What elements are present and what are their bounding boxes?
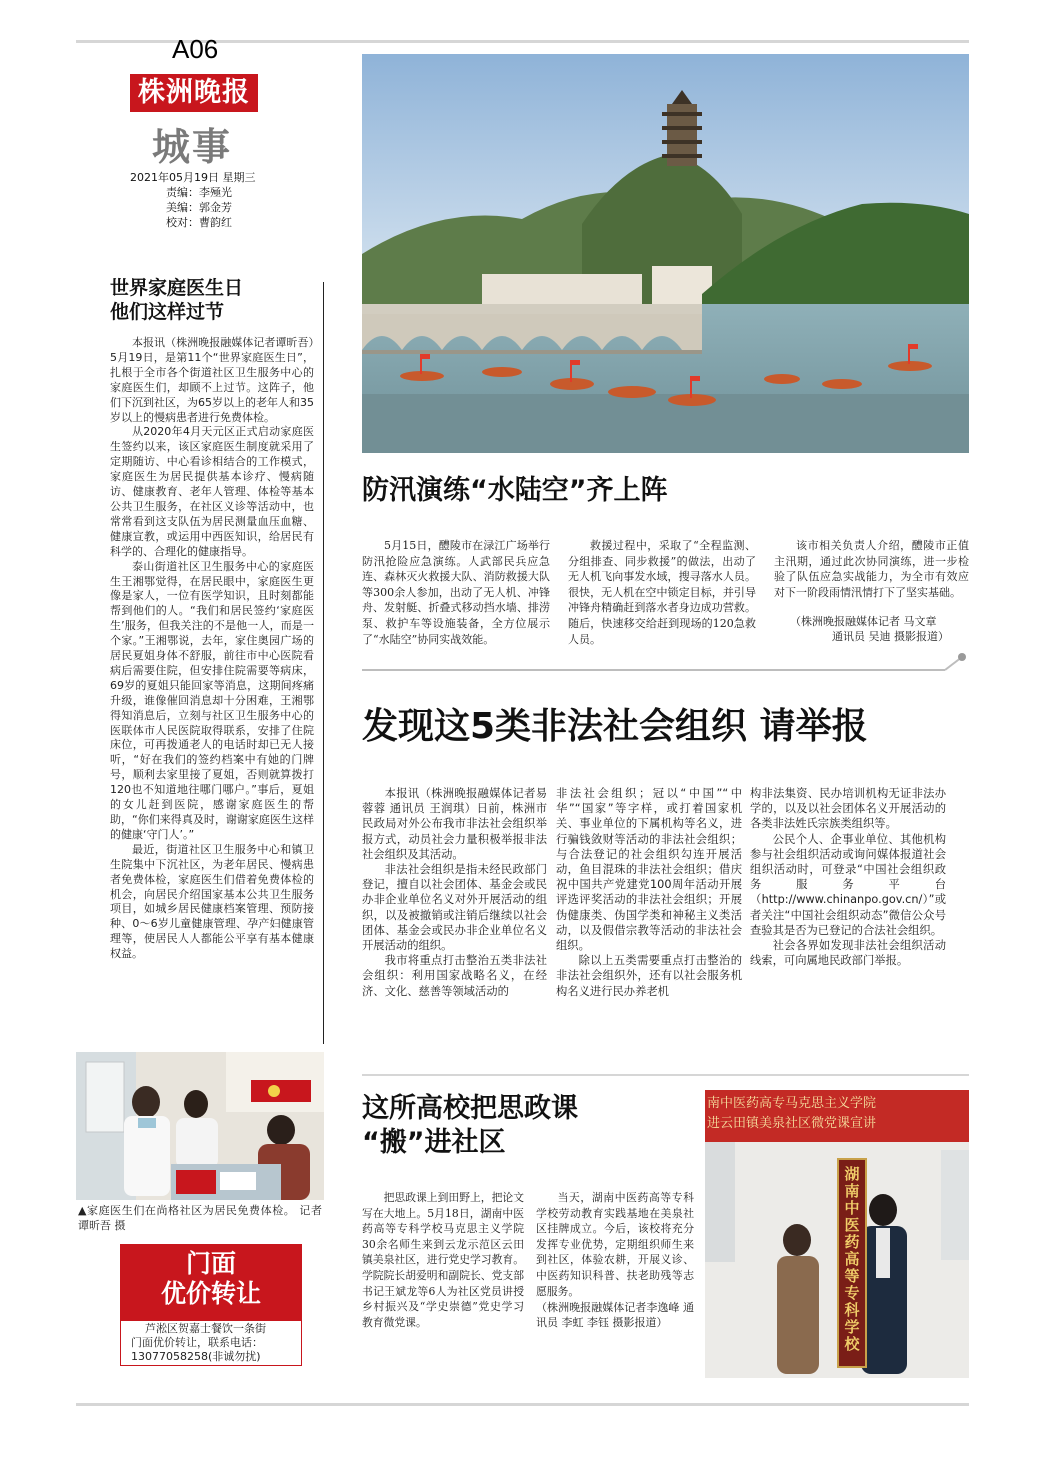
article3-bottom-rule xyxy=(362,1074,969,1076)
article1-headline-line1: 世界家庭医生日 xyxy=(110,277,244,299)
photo-banner-line2: 进云田镇美泉社区微党课宣讲 xyxy=(707,1116,877,1131)
article3-col3-paragraph: 公民个人、企事业单位、其他机构参与社会组织活动或询问媒体报道社会组织活动时，可登录“中国社会组织政务服务平台（http://www.chinanpo.gov.cn/）”或者关注“中国社会组织动态”微信公众号查验其是否为已登记的合法社会组织。 xyxy=(750,832,946,937)
article4-byline: （株洲晚报融媒体记者李逸峰 通讯员 李虹 李钰 摄影报道） xyxy=(536,1301,694,1329)
article4-headline-line1: 这所高校把思政课 xyxy=(362,1093,578,1124)
article2-byline-line1: （株洲晚报融媒体记者 马文章 xyxy=(790,615,937,628)
article1-paragraph: 本报讯（株洲晚报融媒体记者谭昕吾）5月19日，是第11个“世界家庭医生日”，扎根于全市各个街道社区卫生服务中心的家庭医生们，却顾不上过节。这阵子，他们下沉到社区，为65岁以上的老年人和35岁以上的慢病患者进行免费体检。 xyxy=(110,336,314,424)
ad-text-line1: 芦淞区贺嘉士餐饮一条街 xyxy=(145,1322,266,1335)
article3-col1-paragraph: 我市将重点打击整治五类非法社会组织：利用国家战略名义，在经济、文化、慈善等领域活动的 xyxy=(362,954,547,998)
masthead-logo: 株洲晚报 xyxy=(130,74,258,112)
ad-title xyxy=(121,1245,301,1321)
section-title: 城事 xyxy=(152,124,233,169)
article4-col2-text: 当天，湖南中医药高等专科学校劳动教育实践基地在美泉社区挂牌成立。今后，该校将充分发挥专业优势，定期组织师生来到社区，体验农耕，开展义诊、中医药知识科普、扶老助残等志愿服务。 xyxy=(536,1191,694,1298)
article2-headline: 防汛演练“水陆空”齐上阵 xyxy=(362,475,668,506)
article2-col3-text: 该市相关负责人介绍，醴陵市正值主汛期，通过此次协同演练，进一步检验了队伍应急实战能力，为全市有效应对下一阶段雨情汛情打下了坚实基础。 xyxy=(774,539,969,599)
ad-phone: 13077058258(非诚勿扰) xyxy=(131,1350,261,1363)
ad-box xyxy=(120,1244,302,1366)
article1-paragraph: 最近，街道社区卫生服务中心和镇卫生院集中下沉社区，为老年居民、慢病患者免费体检，家庭医生们借着免费体检的机会，向居民介绍国家基本公共卫生服务项目，如城乡居民健康档案管理、预防接种、0～6岁儿童健康管理、孕产妇健康管理等，使居民人人都能公平享有基本健康权益。 xyxy=(110,842,314,961)
article4-headline-line2: “搬”进社区 xyxy=(362,1127,506,1158)
article1-column-rule xyxy=(323,282,324,1044)
ad-title-line2: 优价转让 xyxy=(160,1279,261,1308)
article3-headline: 发现这5类非法社会组织 请举报 xyxy=(362,706,868,747)
article3-col3 xyxy=(750,786,946,968)
article1-headline xyxy=(110,276,243,324)
article2-byline xyxy=(790,614,970,644)
article3-col3-paragraph: 社会各界如发现非法社会组织活动线索，可向属地民政部门举报。 xyxy=(750,939,946,968)
article2-byline-line2: 通讯员 吴迪 摄影报道） xyxy=(832,630,949,643)
article1-paragraph: 泰山街道社区卫生服务中心的家庭医生王湘鄂觉得，在居民眼中，家庭医生更像是家人，一位有医学知识，且时刻都能帮到他们的人。“我们和居民签约‘家庭医生’服务，但我关注的不是他一人，而是一个家。”王湘鄂说，去年，家住奥园广场的居民夏姐身体不舒服，前往市中心医院看病后需要住院，但安排住院需要等病床，69岁的夏姐只能回家等消息，这期间疼痛升级，谁像催回消息却十分困难，王湘鄂得知消息后，立刻与社区卫生服务中心的医联体市人民医院取得联系，安排了住院床位，可再拨通老人的电话时却已无人接听，“好在我们的签约档案中有她的门牌号，顺利去家里接了夏姐，否则就算拨打120也不知道地往哪门哪户。”事后，夏姐的女儿赶到医院，感谢家庭医生的帮助，“你们来得真及时，谢谢家庭医生这样的健康‘守门人’。” xyxy=(110,559,314,841)
article4-col1-text: 把思政课上到田野上，把论文写在大地上。5月18日，湖南中医药高等专科学校马克思主义学院30余名师生来到云龙示范区云田镇美泉社区，进行党史学习教育。学院院长胡爱明和副院长、党支部书记王斌龙等6人为社区党员讲授乡村振兴及“学史崇德”党史学习教育微党课。 xyxy=(362,1191,524,1329)
ceremony-photo xyxy=(705,1090,969,1378)
article2-col1 xyxy=(362,538,550,647)
article2-col1-text: 5月15日，醴陵市在渌江广场举行防汛抢险应急演练。人武部民兵应急连、森林灭火救援大队、消防救援大队等300余人参加，出动了无人机、冲锋舟、发射艇、折叠式移动挡水墙、排涝泵、救护车等设施装备，全方位展示了“水陆空”协同实战效能。 xyxy=(362,539,550,646)
article3-col1-paragraph: 本报讯（株洲晚报融媒体记者易蓉蓉 通讯员 王润琪）日前，株洲市民政局对外公布我市非法社会组织举报方式，动员社会力量积极举报非法社会组织及其活动。 xyxy=(362,787,547,861)
ad-text xyxy=(121,1321,301,1364)
article3-col2 xyxy=(556,786,742,999)
photo-banner-line1: 南中医药高专马克思主义学院 xyxy=(707,1096,877,1111)
article3-col1 xyxy=(362,786,547,999)
designer-line: 美编：郭金芳 xyxy=(166,201,232,214)
article2-col2-text: 救援过程中，采取了“全程监测、分组排查、同步救援”的做法，出动了无人机飞向事发水域，搜寻落水人员。很快，无人机在空中锁定目标，并引导冲锋舟精确赶到落水者身边成功营救。随后，快速移交给赶到现场的120急救人员。 xyxy=(568,539,756,646)
proofreader-line: 校对：曹韵红 xyxy=(166,216,232,229)
article3-col3-paragraph: 构非法集资、民办培训机构无证非法办学的，以及以社会团体名义开展活动的各类非法姓氏宗族类组织等。 xyxy=(750,787,946,831)
plaque xyxy=(837,1158,867,1368)
clinic-photo xyxy=(76,1052,324,1200)
article3-col2-paragraph: 非法社会组织；冠以“中国”“中华”“国家”等字样，或打着国家机关、事业单位的下属机构等名义，进行骗钱敛财等活动的非法社会组织；与合法登记的社会组织勾连开展活动，鱼目混珠的非法社会组织；借庆祝中国共产党建党100周年活动开展评选评奖活动的非法社会组织；开展伪健康类、伪国学类和神秘主义类活动，以及假借宗教等活动的非法社会组织。 xyxy=(556,787,742,953)
article4-headline xyxy=(362,1092,578,1160)
clinic-photo-caption: ▲家庭医生们在尚格社区为居民免费体检。 记者 谭昕吾 摄 xyxy=(78,1204,322,1232)
article4-col2 xyxy=(536,1190,694,1299)
article2-col3 xyxy=(774,538,969,600)
header-credits xyxy=(130,170,256,230)
article1-headline-line2: 他们这样过节 xyxy=(110,301,225,323)
article3-col2-paragraph: 除以上五类需要重点打击整治的非法社会组织外，还有以社会服务机构名义进行民办养老机 xyxy=(556,954,742,998)
ad-text-line2: 门面优价转让，联系电话： xyxy=(131,1336,263,1349)
article1-paragraph: 从2020年4月天元区正式启动家庭医生签约以来，该区家庭医生制度就采用了定期随访、中心看诊相结合的工作模式，家庭医生为居民提供基本诊疗、慢病随访、健康教育、老年人管理、体检等基本公共卫生服务，在社区义诊等活动中，也常常看到这支队伍为居民测量血压血糖、健康宣教，或运用中西医知识，给居民有科学的、合理化的健康指导。 xyxy=(110,425,314,558)
flood-drill-photo xyxy=(362,54,969,453)
article2-col2 xyxy=(568,538,756,647)
connector-rule xyxy=(362,652,969,676)
page-number: A06 xyxy=(172,34,219,64)
editor-line: 责编：李殛光 xyxy=(166,186,232,199)
ad-title-line1: 门面 xyxy=(185,1249,236,1278)
article1-body xyxy=(110,336,314,962)
article3-col1-paragraph: 非法社会组织是指未经民政部门登记，擅自以社会团体、基金会或民办非企业单位名义对外开展活动的组织，以及被撤销或注销后继续以社会团体、基金会或民办非企业单位名义开展活动的组织。 xyxy=(362,863,547,953)
article4-col1 xyxy=(362,1190,524,1330)
date-line: 2021年05月19日 星期三 xyxy=(130,171,256,184)
plaque-text: 湖南中医药高等专科学校 xyxy=(844,1165,860,1353)
bottom-rule xyxy=(76,1403,969,1406)
